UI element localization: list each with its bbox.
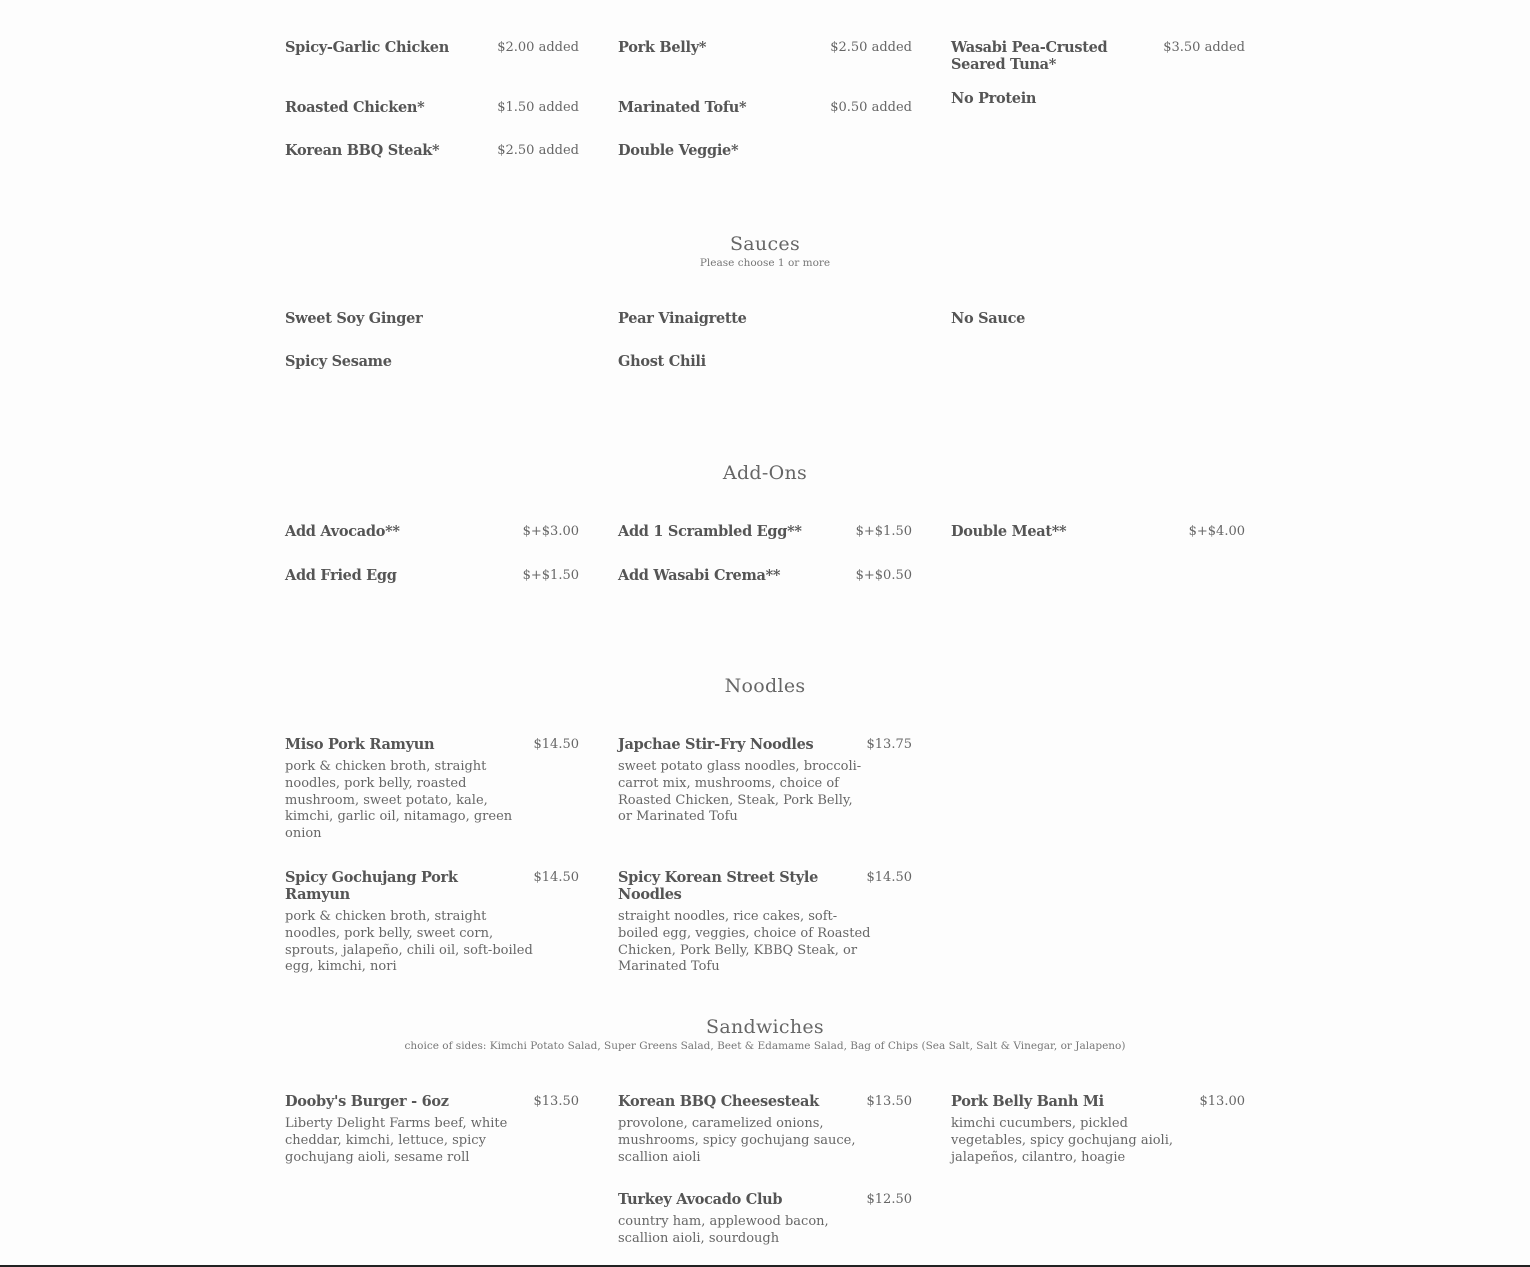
item-name: No Sauce [951, 310, 1026, 327]
item-name: Miso Pork Ramyun [285, 736, 435, 753]
item-name: Add Wasabi Crema** [618, 567, 781, 584]
menu-item[interactable] [618, 1093, 912, 1166]
menu-item[interactable] [285, 869, 579, 976]
section-title-sandwiches: Sandwiches [706, 1016, 824, 1038]
item-description: pork & chicken broth, straight noodles, pork belly, sweet corn, sprouts, jalapeño, chili oil, soft-boiled egg, kimchi, nori [285, 908, 533, 975]
item-price: $12.50 [866, 1192, 912, 1208]
section-title-addons: Add-Ons [722, 462, 808, 484]
sandwich-items [285, 1093, 1245, 1248]
item-price: $3.50 added [1163, 40, 1245, 55]
item-price: $+$1.50 [522, 568, 579, 583]
menu-item[interactable] [285, 310, 579, 327]
menu-item[interactable] [618, 310, 912, 327]
item-price: $13.50 [866, 1094, 912, 1109]
item-name: Double Meat** [951, 523, 1067, 540]
item-price: $2.50 added [497, 143, 579, 158]
menu-item[interactable] [951, 310, 1245, 327]
item-price: $1.50 added [497, 100, 579, 115]
item-name: Roasted Chicken* [285, 99, 425, 116]
item-description: Liberty Delight Farms beef, white cheddar, kimchi, lettuce, spicy gochujang aioli, sesame roll [285, 1116, 508, 1165]
menu-item[interactable] [285, 736, 579, 843]
item-price: $14.50 [533, 869, 579, 885]
menu-item[interactable] [951, 523, 1245, 540]
section-subtitle-sandwiches: choice of sides: Kimchi Potato Salad, Super Greens Salad, Beet & Edamame Salad, Bag of Chips (Sea Salt, Salt & Vinegar, or Jalapeno) [404, 1040, 1126, 1052]
item-name: Pear Vinaigrette [618, 310, 747, 327]
protein-options [285, 39, 1245, 159]
item-price: $0.50 added [830, 100, 912, 115]
item-price: $13.75 [866, 737, 912, 752]
menu-item[interactable] [951, 39, 1245, 73]
item-name: Marinated Tofu* [618, 99, 747, 116]
sauce-options [285, 310, 1245, 370]
menu-item[interactable] [285, 523, 579, 540]
item-name: Japchae Stir-Fry Noodles [618, 736, 814, 753]
item-description: kimchi cucumbers, pickled vegetables, spicy gochujang aioli, jalapeños, cilantro, hoagie [951, 1116, 1174, 1165]
item-price: $2.00 added [497, 40, 579, 55]
item-name: Korean BBQ Steak* [285, 142, 440, 159]
item-price: $+$0.50 [855, 568, 912, 583]
menu-item[interactable] [618, 869, 912, 976]
item-name: Turkey Avocado Club [618, 1191, 783, 1209]
item-price: $+$1.50 [855, 524, 912, 539]
menu-item[interactable] [618, 567, 912, 584]
item-price: $14.50 [533, 737, 579, 752]
item-name: Spicy-Garlic Chicken [285, 39, 449, 56]
item-description: sweet potato glass noodles, broccoli-carrot mix, mushrooms, choice of Roasted Chicken, Steak, Pork Belly, or Marinated Tofu [618, 759, 862, 825]
item-price: $2.50 added [830, 40, 912, 55]
item-price: $13.00 [1199, 1094, 1245, 1109]
section-title-sauces: Sauces [729, 233, 801, 255]
item-description: provolone, caramelized onions, mushrooms, spicy gochujang sauce, scallion aioli [618, 1116, 856, 1165]
menu-item[interactable] [285, 99, 579, 116]
item-name: Spicy Gochujang Pork Ramyun [285, 868, 458, 903]
noodle-items [285, 736, 1245, 976]
item-name: Spicy Sesame [285, 353, 392, 370]
section-title-noodles: Noodles [724, 675, 806, 697]
menu-item[interactable] [618, 99, 912, 116]
item-name: Add Fried Egg [285, 567, 397, 584]
menu-item[interactable] [618, 523, 912, 540]
item-name: Wasabi Pea-Crusted Seared Tuna* [951, 39, 1108, 73]
item-price: $+$3.00 [522, 524, 579, 539]
menu-item[interactable] [618, 1191, 912, 1248]
menu-item[interactable] [285, 1093, 579, 1166]
item-name: No Protein [951, 90, 1037, 107]
item-name: Ghost Chili [618, 353, 706, 370]
menu-item[interactable] [285, 142, 579, 159]
menu-item[interactable] [618, 353, 912, 370]
menu-item[interactable] [951, 73, 1245, 116]
menu-item[interactable] [618, 39, 912, 73]
menu-item[interactable] [285, 39, 579, 73]
item-name: Double Veggie* [618, 142, 739, 159]
item-name: Add 1 Scrambled Egg** [618, 523, 802, 540]
section-subtitle-sauces: Please choose 1 or more [699, 257, 831, 269]
item-name: Sweet Soy Ginger [285, 310, 423, 327]
item-price: $+$4.00 [1188, 524, 1245, 539]
item-name: Dooby's Burger - 6oz [285, 1093, 449, 1110]
menu-item[interactable] [951, 1093, 1245, 1166]
item-name: Spicy Korean Street Style Noodles [618, 868, 819, 903]
item-name: Korean BBQ Cheesesteak [618, 1093, 819, 1110]
item-name: Pork Belly* [618, 39, 707, 56]
item-description: straight noodles, rice cakes, soft-boiled egg, veggies, choice of Roasted Chicken, Pork Belly, KBBQ Steak, or Marinated Tofu [618, 908, 871, 975]
item-name: Pork Belly Banh Mi [951, 1093, 1104, 1110]
menu-item[interactable] [285, 353, 579, 370]
item-name: Add Avocado** [285, 523, 400, 540]
item-description: country ham, applewood bacon, scallion aioli, sourdough [618, 1214, 829, 1247]
menu-item[interactable] [618, 736, 912, 843]
item-price: $13.50 [533, 1094, 579, 1109]
item-price: $14.50 [866, 869, 912, 885]
menu-item[interactable] [285, 567, 579, 584]
addon-options [285, 523, 1245, 584]
item-description: pork & chicken broth, straight noodles, pork belly, roasted mushroom, sweet potato, kale, kimchi, garlic oil, nitamago, green onion [285, 759, 513, 842]
menu-item[interactable] [618, 142, 912, 159]
